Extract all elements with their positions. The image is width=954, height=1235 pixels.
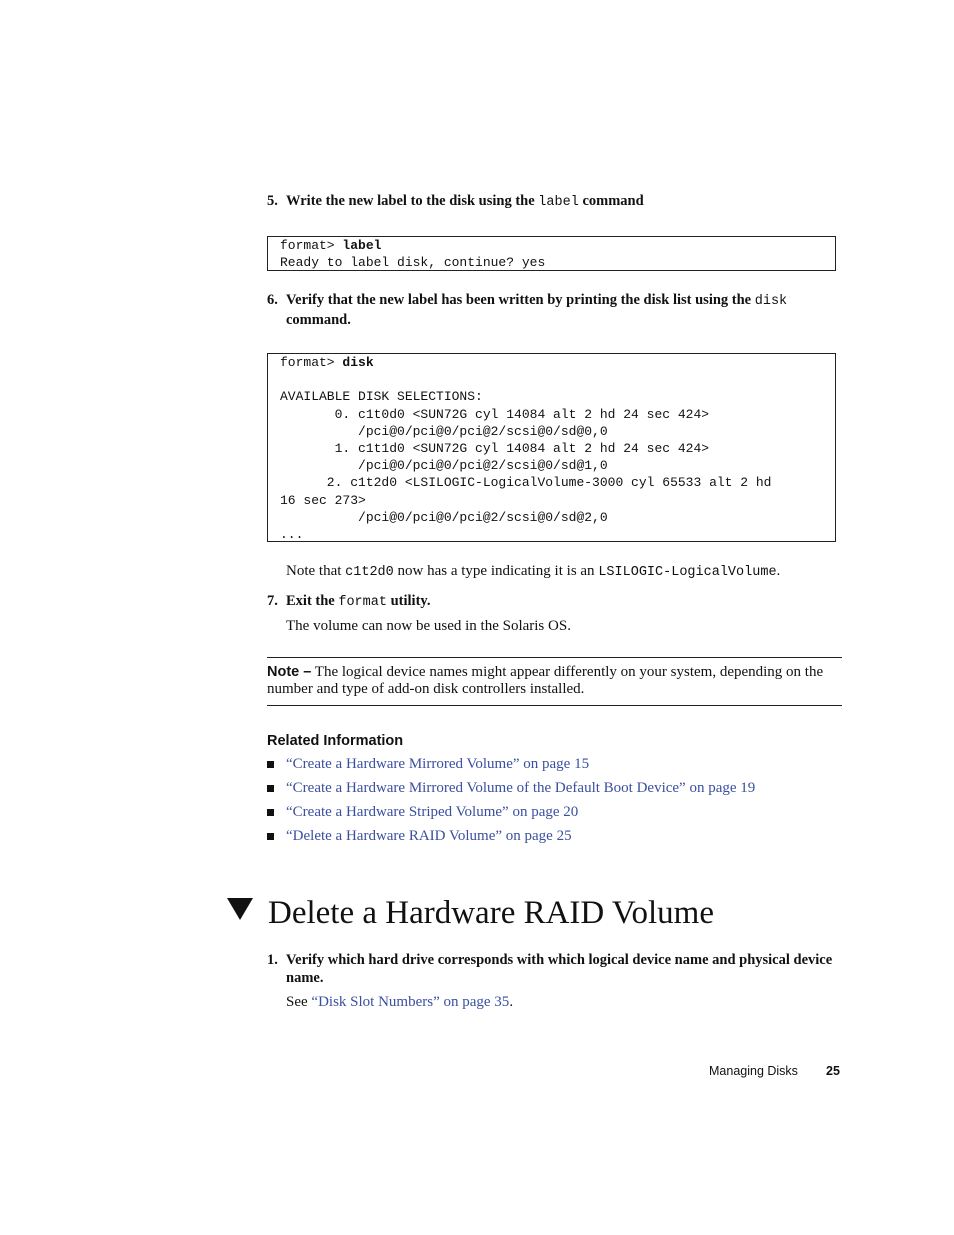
note-text: The logical device names might appear differently on your system, depending on the number and type of add-on disk controllers installed. bbox=[267, 664, 824, 697]
text: Note that bbox=[286, 563, 346, 579]
note-bottom-rule bbox=[267, 705, 842, 706]
code-output: AVAILABLE DISK SELECTIONS: 0. c1t0d0 <SUN72G cyl 14084 alt 2 hd 24 sec 424> /pci@0/pci@0/pci@2/scsi@0/sd@0,0 1. c1t1d0 <SUN72G cyl 14084 alt 2 hd 24 sec 424> /pci@0/pci@0/pci@2/scsi@0/sd@1,0 2. c1t2d0 <LSILOGIC-LogicalVolume-3000 cyl 65533 alt 2 hd 16 sec 273> /pci@0/pci@0/pci@2/scsi@0/sd@2,0 ... bbox=[280, 389, 772, 543]
type-note-paragraph bbox=[286, 562, 780, 582]
text: . bbox=[776, 563, 781, 579]
note-top-rule bbox=[267, 657, 842, 658]
step-text-after: command bbox=[578, 193, 644, 209]
step-text-before: Exit the bbox=[286, 593, 339, 609]
code-block-disk bbox=[267, 353, 836, 542]
related-link[interactable]: “Create a Hardware Mirrored Volume of the Default Boot Device” on page 19 bbox=[286, 780, 756, 796]
bullet-icon bbox=[267, 785, 274, 792]
step-number: 7. bbox=[267, 593, 278, 609]
note-box bbox=[267, 664, 842, 698]
step-5 bbox=[267, 192, 837, 212]
footer-chapter: Managing Disks bbox=[709, 1064, 798, 1078]
text: See bbox=[286, 994, 312, 1010]
code-command: disk bbox=[342, 355, 374, 370]
code-output: Ready to label disk, continue? yes bbox=[280, 255, 546, 271]
step-text bbox=[286, 192, 837, 212]
inline-code: label bbox=[538, 195, 579, 210]
text: now has a type indicating it is an bbox=[393, 563, 599, 579]
bullet-icon bbox=[267, 809, 274, 816]
section-title: Delete a Hardware RAID Volume bbox=[268, 895, 714, 931]
step-7-paragraph: The volume can now be used in the Solaris OS. bbox=[286, 618, 571, 634]
related-link[interactable]: “Create a Hardware Mirrored Volume” on page 15 bbox=[286, 756, 590, 772]
step-number: 5. bbox=[267, 193, 278, 209]
section-step-1-paragraph bbox=[286, 993, 513, 1011]
step-text-before: Write the new label to the disk using the bbox=[286, 193, 539, 209]
step-text bbox=[286, 291, 837, 329]
inline-code: disk bbox=[754, 294, 788, 309]
step-text: Verify which hard drive corresponds with which logical device name and physical device name. bbox=[286, 952, 833, 986]
inline-code: format bbox=[338, 595, 387, 610]
inline-code: LSILOGIC-LogicalVolume bbox=[598, 565, 777, 580]
related-link[interactable]: “Delete a Hardware RAID Volume” on page 25 bbox=[286, 828, 572, 844]
step-text-after: utility. bbox=[386, 593, 431, 609]
code-prompt: format> bbox=[280, 355, 343, 370]
step-6 bbox=[267, 291, 837, 329]
bullet-icon bbox=[267, 833, 274, 840]
text: . bbox=[509, 994, 514, 1010]
step-text-after: command. bbox=[286, 312, 351, 328]
step-number: 6. bbox=[267, 292, 278, 308]
code-block-label bbox=[267, 236, 836, 271]
step-text bbox=[286, 592, 837, 612]
step-text-before: Verify that the new label has been written by printing the disk list using the bbox=[286, 292, 755, 308]
note-label: Note – bbox=[267, 664, 312, 680]
step-7 bbox=[267, 592, 837, 612]
related-information-heading: Related Information bbox=[267, 733, 404, 749]
related-link[interactable]: “Create a Hardware Striped Volume” on page 20 bbox=[286, 804, 579, 820]
section-step-1 bbox=[267, 951, 837, 987]
disk-slot-numbers-link[interactable]: “Disk Slot Numbers” on page 35 bbox=[311, 994, 510, 1010]
step-number: 1. bbox=[267, 952, 278, 968]
bullet-icon bbox=[267, 761, 274, 768]
section-heading bbox=[227, 893, 714, 933]
footer-page-number: 25 bbox=[826, 1064, 840, 1078]
triangle-down-icon bbox=[227, 898, 253, 920]
code-prompt: format> bbox=[280, 238, 343, 253]
code-command: label bbox=[342, 238, 382, 253]
inline-code: c1t2d0 bbox=[345, 565, 394, 580]
